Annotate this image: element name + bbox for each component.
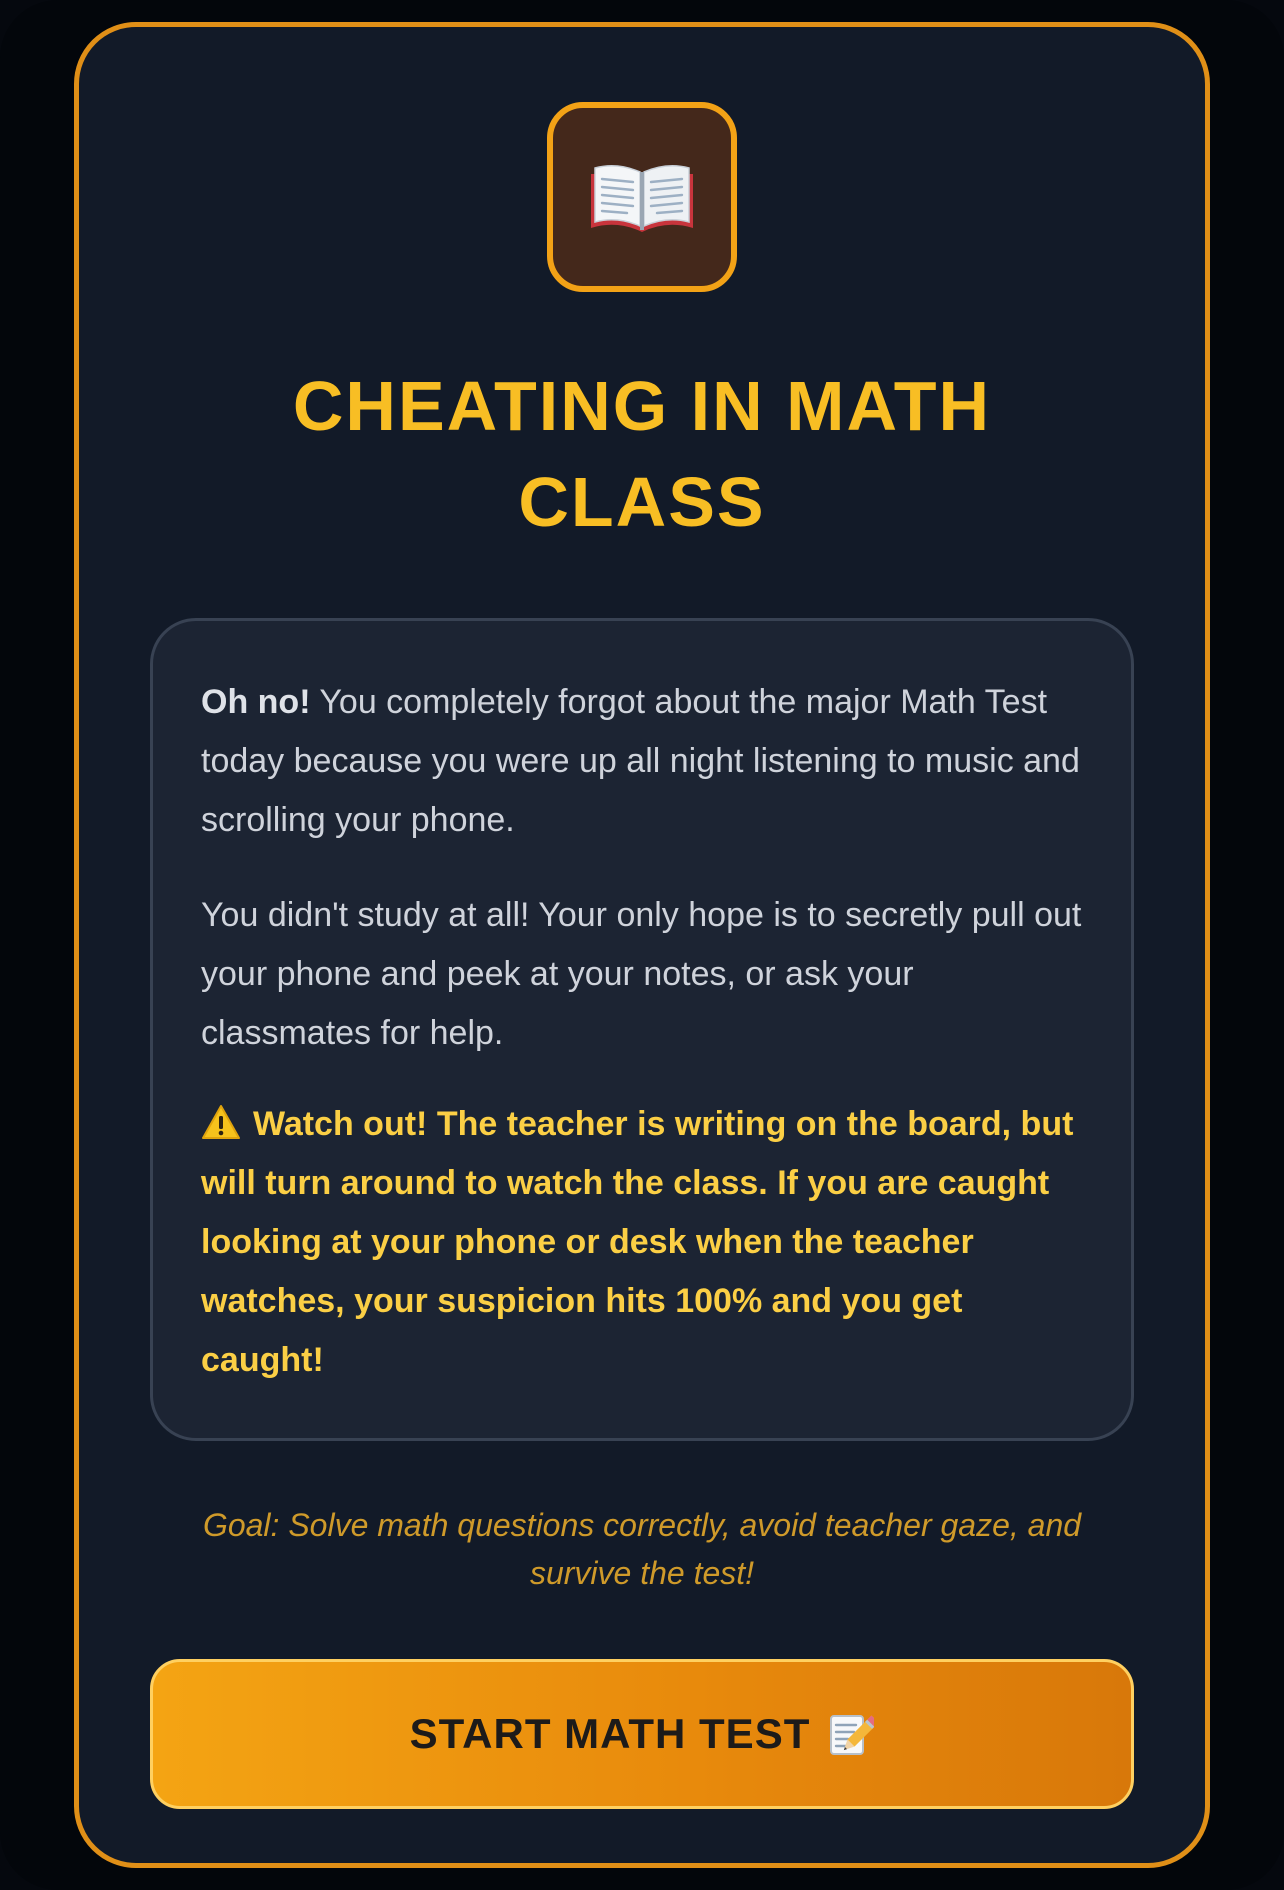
- warning-text: Watch out! The teacher is writing on the board, but will turn around to watch the class. If you are caught looking at your phone or desk when the teacher watches, your suspicion hits 100% and you get caught!: [201, 1105, 1074, 1379]
- open-book-icon: [587, 156, 697, 238]
- book-icon-tile: [547, 102, 737, 292]
- intro-card: [74, 22, 1210, 1868]
- story-panel: [150, 618, 1134, 1441]
- story-lead-text: You completely forgot about the major Math Test today because you were up all night listening to music and scrolling your phone.: [201, 683, 1080, 839]
- warning-message: [201, 1095, 1083, 1390]
- memo-pencil-icon: [826, 1710, 874, 1758]
- start-math-test-button[interactable]: [150, 1659, 1134, 1809]
- goal-text: Goal: Solve math questions correctly, avoid teacher gaze, and survive the test!: [202, 1507, 1082, 1591]
- start-button-label: START MATH TEST: [409, 1710, 811, 1757]
- story-lead-bold: Oh no!: [201, 683, 311, 721]
- game-title: CHEATING IN MATH CLASS: [292, 367, 992, 541]
- story-paragraph-1: [201, 673, 1083, 850]
- warning-icon: [201, 1104, 241, 1140]
- story-paragraph-2: You didn't study at all! Your only hope is to secretly pull out your phone and peek at your notes, or ask your classmates for help.: [201, 896, 1082, 1052]
